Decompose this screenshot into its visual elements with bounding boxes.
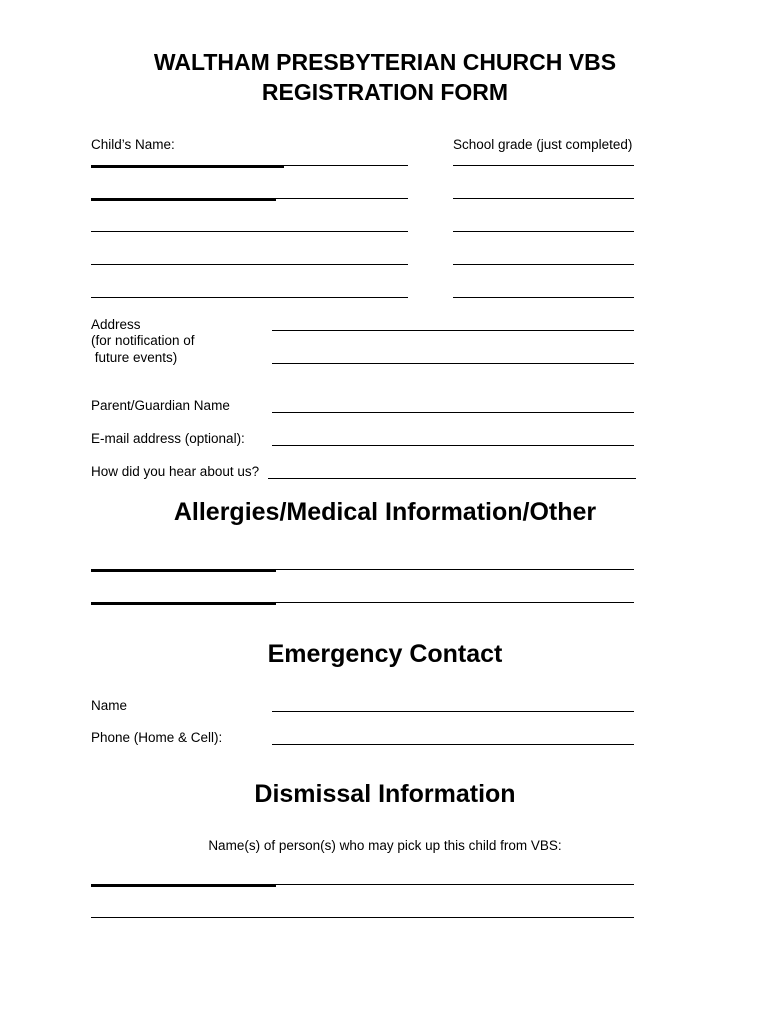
child-name-line-2-emphasis: [91, 199, 276, 201]
form-title-line-1: WALTHAM PRESBYTERIAN CHURCH VBS: [153, 49, 617, 75]
form-title-line-2: REGISTRATION FORM: [261, 79, 509, 105]
child-name-line-4[interactable]: [91, 264, 408, 265]
emergency-phone-line[interactable]: [272, 744, 634, 745]
child-name-line-5[interactable]: [91, 297, 408, 298]
allergies-line-2-emphasis: [91, 603, 276, 605]
address-label-note-1: (for notification of: [91, 333, 195, 348]
address-label: Address: [91, 317, 141, 332]
dismissal-heading: Dismissal Information: [254, 780, 516, 808]
child-name-line-3[interactable]: [91, 231, 408, 232]
email-line[interactable]: [272, 445, 634, 446]
school-grade-line-4[interactable]: [453, 264, 634, 265]
school-grade-line-2[interactable]: [453, 198, 634, 199]
child-name-line-1-emphasis: [91, 166, 284, 168]
school-grade-line-3[interactable]: [453, 231, 634, 232]
parent-guardian-label: Parent/Guardian Name: [91, 398, 230, 413]
hear-about-us-label: How did you hear about us?: [91, 464, 260, 479]
email-label: E-mail address (optional):: [91, 431, 245, 446]
dismissal-line-2[interactable]: [91, 917, 634, 918]
emergency-name-line[interactable]: [272, 711, 634, 712]
child-name-label: Child’s Name:: [91, 137, 175, 152]
emergency-contact-heading: Emergency Contact: [267, 640, 503, 668]
dismissal-line-1-emphasis: [91, 885, 276, 887]
emergency-phone-label: Phone (Home & Cell):: [91, 730, 223, 745]
address-line-2[interactable]: [272, 363, 634, 364]
address-label-note-2: future events): [91, 350, 178, 365]
school-grade-label: School grade (just completed): [453, 137, 633, 152]
emergency-name-label: Name: [91, 698, 128, 713]
hear-about-us-line[interactable]: [268, 478, 636, 479]
parent-guardian-line[interactable]: [272, 412, 634, 413]
school-grade-line-5[interactable]: [453, 297, 634, 298]
allergies-heading: Allergies/Medical Information/Other: [173, 498, 597, 526]
allergies-line-1-emphasis: [91, 570, 276, 572]
address-line-1[interactable]: [272, 330, 634, 331]
school-grade-line-1[interactable]: [453, 165, 634, 166]
dismissal-instruction: Name(s) of person(s) who may pick up this child from VBS:: [208, 838, 562, 853]
